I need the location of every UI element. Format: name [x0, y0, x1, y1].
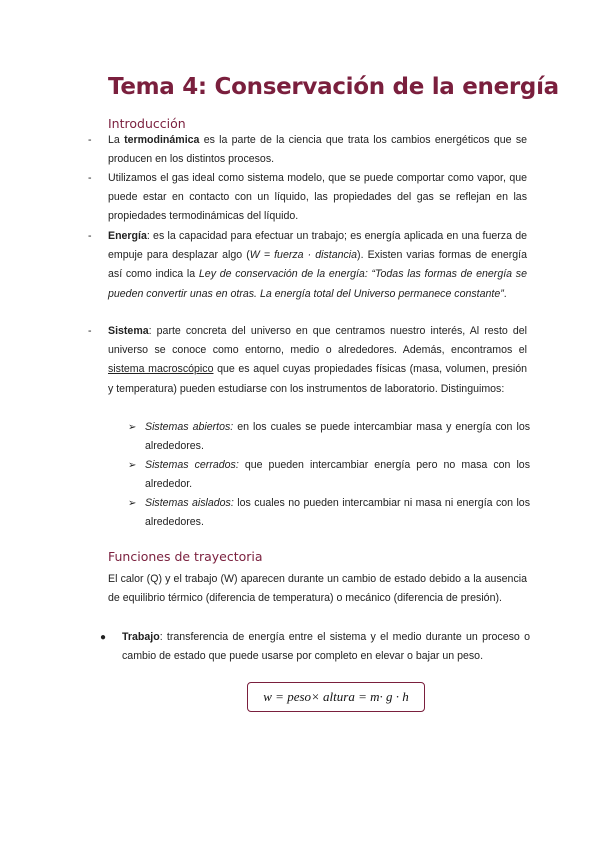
- dash-bullet: -: [88, 325, 92, 337]
- term-energia: Energía: [108, 230, 147, 242]
- list-item-text: Utilizamos el gas ideal como sistema modelo, que se puede comportar como vapor, que puede estar en contacto con un líquido, las propiedades del gas se reflejan en las propiedades termodinámicas del líquido.: [108, 172, 527, 223]
- arrow-bullet-icon: ➢: [128, 422, 137, 433]
- term-termodinamica: termodinámica: [124, 134, 200, 146]
- bullet-item-text: [122, 628, 530, 666]
- text-fragment: .: [503, 287, 507, 300]
- list-item-text: [108, 322, 527, 399]
- sub-list-item-text: [145, 456, 530, 494]
- term-sistemas-aislados: Sistemas aislados:: [145, 497, 234, 509]
- term-sistema: Sistema: [108, 325, 149, 337]
- dash-bullet: -: [88, 172, 92, 184]
- term-sistemas-abiertos: Sistemas abiertos:: [145, 421, 234, 433]
- text-fragment: es la parte de la ciencia que trata los cambios energéticos que se producen en los distintos procesos.: [108, 134, 528, 166]
- text-fragment: : parte concreta del universo en que centramos nuestro interés, Al resto del universo se conoce como entorno, medio o alrededores. Además, encontramos el: [108, 325, 527, 357]
- paragraph: El calor (Q) y el trabajo (W) aparecen durante un cambio de estado debido a la ausencia de equilibrio térmico (diferencia de temperatura) o mecánico (diferencia de presión).: [108, 573, 527, 605]
- text-fragment: los cuales no pueden intercambiar ni masa ni energía con los alrededores.: [145, 497, 530, 529]
- section-heading-funciones-de-trayectoria: Funciones de trayectoria: [108, 549, 263, 564]
- arrow-bullet-icon: ➢: [128, 498, 137, 509]
- text-fragment: que pueden intercambiar energía pero no masa con los alrededor.: [145, 459, 530, 491]
- inline-formula: W = fuerza · distancia: [249, 249, 358, 262]
- list-item-text: [108, 227, 527, 304]
- text-fragment: en los cuales se puede intercambiar masa y energía con los alrededores.: [145, 421, 531, 453]
- text-fragment: : transferencia de energía entre el sistema y el medio durante un proceso o cambio de estado que puede usarse por completo en elevar o bajar un peso.: [122, 631, 530, 663]
- sub-list-item-text: [145, 494, 530, 532]
- work-formula-box: w = peso× altura = m· g · h: [247, 682, 425, 712]
- bullet-dot-icon: ●: [100, 632, 107, 643]
- term-sistema-macroscopico: sistema macroscópico: [108, 363, 214, 376]
- list-item-text: [108, 131, 527, 169]
- arrow-bullet-icon: ➢: [128, 460, 137, 471]
- dash-bullet: -: [88, 134, 92, 146]
- page-title: Tema 4: Conservación de la energía: [108, 74, 559, 100]
- text-fragment: que es aquel cuyas propiedades físicas (masa, volumen, presión y temperatura) pueden estudiarse con los instrumentos de laboratorio. Distinguimos:: [108, 363, 528, 395]
- dash-bullet: -: [88, 230, 92, 242]
- term-trabajo: Trabajo: [122, 631, 160, 643]
- text-fragment: ). Existen varias formas de energía así como indica la: [108, 249, 527, 281]
- sub-list-item-text: [145, 418, 530, 456]
- term-sistemas-cerrados: Sistemas cerrados:: [145, 459, 239, 471]
- section-heading-introduccion: Introducción: [108, 116, 186, 131]
- text-fragment: La: [108, 134, 125, 146]
- law-quote: Ley de conservación de la energía: “Todas las formas de energía se pueden convertir unas en otras. La energía total del Universo permanece constante”: [108, 268, 527, 300]
- text-fragment: : es la capacidad para efectuar un trabajo; es energía aplicada en una fuerza de empuje para desplazar algo (: [108, 230, 527, 262]
